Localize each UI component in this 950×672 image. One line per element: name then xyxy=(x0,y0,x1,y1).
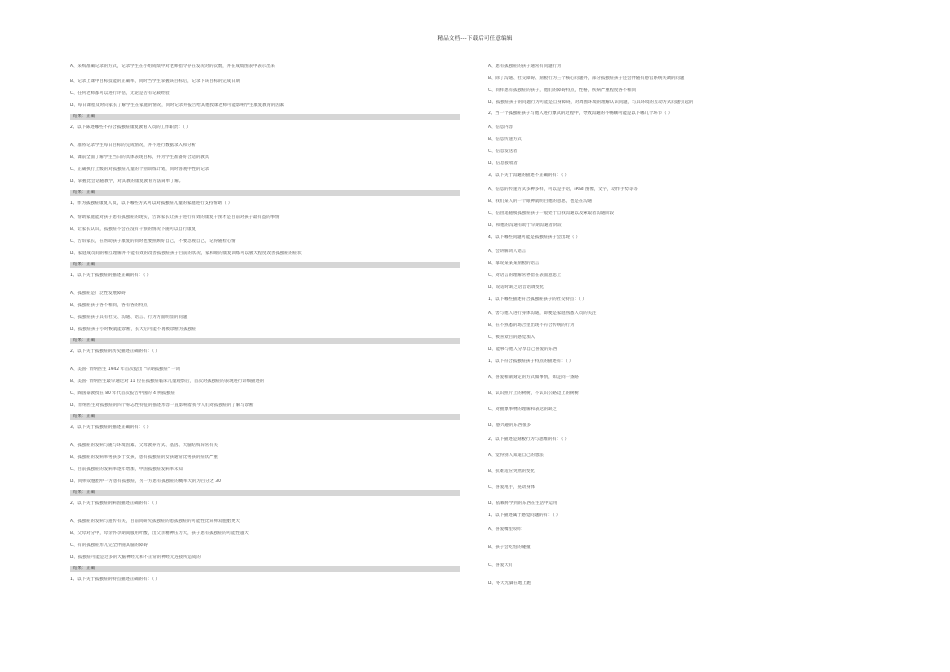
option-line: D、说话时缺乏语音语调变化 xyxy=(488,285,545,290)
answer-bar: 结果：正确 xyxy=(70,114,460,120)
question-line: ● 2、以下关于孤独症的历史描述正确的有：（ ） xyxy=(70,349,460,355)
option-line: D、同卵双胞胎中一方患有孤独症，另一方患有孤独症的概率大的为百分之 30 xyxy=(70,479,221,484)
question-line: 1、以下描述属于感觉问题的有：（ ） xyxy=(488,513,561,518)
option-line: A、美国· 肯纳医生 1942 年首次提出 "早期孤独症" 一词 xyxy=(70,367,181,372)
question-line: 4、以下哪些问题可能是孤独症孩子会出现（ ） xyxy=(488,235,581,240)
question-line: 1、以下符合孤独症孩子特点的描述有：（ ） xyxy=(488,359,574,364)
option-line: B、抗难适应突然的变化 xyxy=(488,469,535,474)
option-line: B、美国· 肯纳医生最早通过对 11 位在孤独症临床儿童观察后，首次对孤独症的表现进行详细描述的 xyxy=(70,379,265,384)
option-line: A、喜爱嘴里咬咔 xyxy=(488,527,522,532)
option-line: D、依赖将学到的东西在生活中运用 xyxy=(488,501,558,506)
page-header: 精品文档---下载后可任意编辑 xyxy=(437,36,513,42)
question-line: ● 1、以下关于孤独症的描述正确的有：（ ） xyxy=(70,273,460,279)
option-line: B、让家长认识，孤独症不会在没有干预的情况下随可以自行康复 xyxy=(70,227,196,232)
option-line: B、靠说某某某刻板的语言 xyxy=(488,261,540,266)
option-line: B、认识照片上的树树，不认识公路边上的树树 xyxy=(488,391,579,396)
option-line: D、孤独症可能是过多的大脑神经元和不正常的神经元连接所造成的 xyxy=(70,555,201,560)
question-line: 1、以下哪些描述符合孤独症孩子的社交特点：（ ） xyxy=(488,297,587,302)
right-column xyxy=(488,64,878,593)
option-line: A、信息内容 xyxy=(488,125,513,130)
option-line: A、觉得别人知道自己的想法 xyxy=(488,453,544,458)
answer-bar: 结果：正确 xyxy=(70,566,460,572)
answer-bar: 结果：正确 xyxy=(70,190,460,196)
question-line: ● 2、以下关于孤独症的病因描述正确的有：（ ） xyxy=(70,501,460,507)
question-line: ● 3、以下关于孤独症的描述正确的有：（ ） xyxy=(70,425,460,431)
answer-bar: 结果：正确 xyxy=(70,338,460,344)
option-line: B、除了沟通、社交障碍、刻板行为三个核心问题外，部分孤独症孩子还会伴随有感官系统失调的问题 xyxy=(488,76,685,81)
question-line: ● 1、作为孤独症康复人员，以下哪些方式可以对孤独症儿童的家庭进行支持帮助（ ） xyxy=(70,201,460,207)
option-line: C、喜爱天钉 xyxy=(488,563,514,568)
option-line: A、喜爱相制刻定的方式做事情，如走同一条路 xyxy=(488,375,579,380)
option-line: A、信息的传递方式多种多样，可以是手语，iPad 图像，文字，动作手势等等 xyxy=(488,187,638,192)
question-line: ● 2、以下陈述哪些不符合孤独症康复教育人员的工作职责：（ ） xyxy=(70,125,460,131)
option-line: C、信由追随模孤独症孩子一般处于自我沟通以及索取者沟通阶段 xyxy=(488,211,615,216)
option-line: D、每日课程及时向家长了解学生在家庭的情况，同时记录并报告给其他授课老师可能影响学生康复教育的因素 xyxy=(70,103,285,108)
option-line: C、告诉家长，在帮助孩子康复的同时也要照顾好自己，不要忽视自己，记得随检心情 xyxy=(70,239,236,244)
answer-bar: 结果：正确 xyxy=(70,262,460,268)
option-line: D、和他的沟通有助于早期沟通者阶段 xyxy=(488,223,562,228)
option-line: B、在不熟悉的场合里出现不符合传统的行为 xyxy=(488,323,575,328)
option-line: A、准将记录学生每日目标的完成情况，并不进行数据录入和分析 xyxy=(70,143,196,148)
option-line: C、被喜欢目的感觉加入 xyxy=(488,335,535,340)
option-line: A、帮助家庭能对孩子患有孤独症的现实，告诉家长让孩子进行有效的康复干预才是目前对孩子最有益的事情 xyxy=(70,215,280,220)
question-line: 1、以下关于孤独症的特点描述正确的有：（ ） xyxy=(70,577,160,582)
option-line: D、掌握比会话随教学，对其教的康复教育方法简单了解。 xyxy=(70,179,184,184)
option-line: C、孤独症孩子其有社交、沟通、语言、行为方面明显的问题 xyxy=(70,315,188,320)
option-line: B、孩子会吃怕的碰撞 xyxy=(488,545,531,550)
question-line: 2、以下描述是刻板行为与思维的有：（ ） xyxy=(488,437,570,442)
option-line: B、记录上课中目标技能的正确率，同时当学生掌握该目标后，记录下该目标的完成日期 xyxy=(70,79,240,84)
answer-bar: 结果：正确 xyxy=(70,490,460,496)
option-line: D、感兴趣的东西很多 xyxy=(488,423,531,428)
option-line: B、父母对分中，母亲怀孕期间服用叶酸，出父亲精神压力大，孩子患有孤独症的可能性越大 xyxy=(70,531,249,536)
option-line: A、孤独症的发病与随与环境因素、父母教养方式、基因、大脑结构异常有关 xyxy=(70,443,218,448)
left-column xyxy=(70,64,460,589)
option-line: B、信息传递方式 xyxy=(488,137,522,142)
answer-bar: 结果：正确 xyxy=(70,414,460,420)
option-line: C、同样患有孤独症的孩子，他们的障碍特点，性格，疾病严重程度各不相同 xyxy=(488,88,636,93)
option-line: C、正确执行上级的对孤独症儿童的个别训练计划，同时客观中性的记录 xyxy=(70,167,210,172)
option-line: A、孤独症的发病与遗传有关，目前同研究孤独症的患孤独症的可能性比异卵双胞胎更大 xyxy=(70,519,240,524)
option-line: C、任何老师都可以进行评估，无论是否有记载经验 xyxy=(70,91,170,96)
option-line: C、对语言的理解常停留在表面意思上 xyxy=(488,273,562,278)
option-line: A、采购准确记录的方式，记录学生在小组成绩中对老师指令存在发况对的次数，并在成绩图表中表示出来 xyxy=(70,64,275,69)
option-line: D、孤独症孩子小时候就能诊断，长大后可能不再被诊断为孤独症 xyxy=(70,327,197,332)
question-line: 3、以下关于沟通的描述不正确的有：（ ） xyxy=(488,173,570,178)
option-line: A、患有孤独症的孩子通常有问题行为 xyxy=(488,64,562,69)
option-line: C、目前孤独症的发病率逐年增加，中国孤独症发病率未知 xyxy=(70,467,183,472)
option-line: C、喜爱甩手，晃动身体 xyxy=(488,485,535,490)
option-line: D、家庭成员间的相互理解并不能有效的改善孤独症孩子目前的状况，家和睦的康复训练可以极大程度改善孤独症的症状 xyxy=(70,251,302,256)
option-line: B、课前全面了解学生当日的具体表现目标，并为学生准备好合适的教具 xyxy=(70,155,210,160)
option-line: D、肯纳医生对孤独症的四个标志性特征的描述形容一直影响着我今人们对孤独症的了解与诊断 xyxy=(70,403,254,408)
option-line: C、对抽象事物的理解和表达的缺乏 xyxy=(488,407,557,412)
option-line: D、孤独症孩子的问题行为可能是自身障碍，对周围环境的理解认识问题，与其环境的互动方式问题引起的 xyxy=(488,100,694,105)
option-line: A、会讲解词人语言 xyxy=(488,249,527,254)
option-line: B、我们某人的一个眼神就明白他的意思，也是在沟通 xyxy=(488,199,592,204)
question-line: 2、当一个孤独症孩子与他人进行象式的过程中，导致沟通的不畅顺可能是以下哪几个环节（ ） xyxy=(488,111,673,116)
option-line: D、能够与他人分享自己喜爱的东西 xyxy=(488,347,558,352)
option-line: D、信息接收者 xyxy=(488,161,518,166)
option-line: A、害与他人进行身体沟通，即便是家庭熟悉人员的关注 xyxy=(488,311,597,316)
option-line: C、信息发送者 xyxy=(488,149,518,154)
option-line: D、冬天光脚在地上跑 xyxy=(488,581,531,586)
option-line: C、陶国泰教授在 80 年代首次报告中国的 4 例孤独症 xyxy=(70,391,175,396)
option-line: C、有的孤独症形儿完全伴随其脑的障碍 xyxy=(70,543,148,548)
option-line: B、孤独症孩子各不相同，各有各的特点 xyxy=(70,303,148,308)
option-line: B、孤独症的发病率男孩多于女孩，患有孤独症的女孩通常比男孩的症状严重 xyxy=(70,455,218,460)
option-line: A、孤独症是广泛性发展障碍 xyxy=(70,291,126,296)
